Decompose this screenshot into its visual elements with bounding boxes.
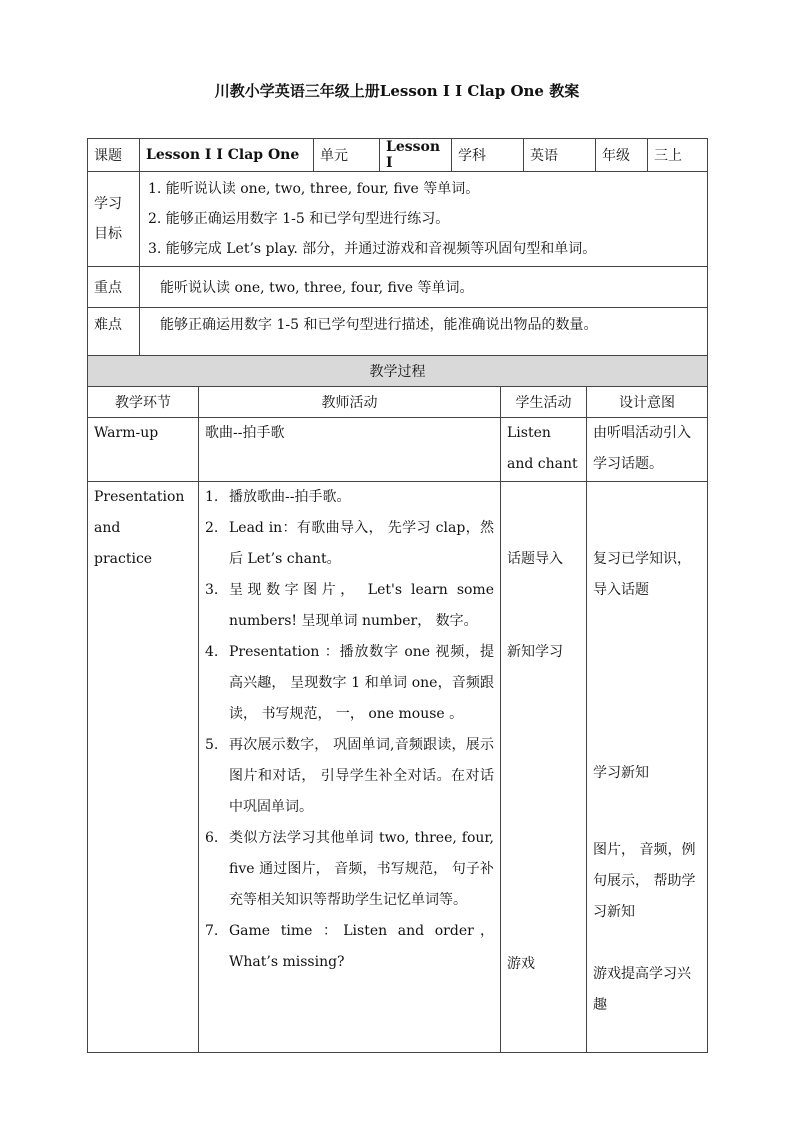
step-item bbox=[205, 916, 494, 978]
subject-value: 英语 bbox=[524, 139, 596, 172]
grade-label: 年级 bbox=[596, 139, 648, 172]
step-text: 呈现数字图片， Let's learn some numbers! 呈现单词 number， 数字。 bbox=[229, 582, 494, 629]
step-item bbox=[205, 482, 494, 513]
info-table bbox=[87, 138, 708, 360]
page-title: 川教小学英语三年级上册Lesson I I Clap One 教案 bbox=[214, 82, 580, 100]
intent-media: 图片， 音频，例句展示， 帮助学习新知 bbox=[593, 842, 696, 920]
step-item bbox=[205, 637, 494, 730]
step-item bbox=[205, 513, 494, 575]
step-text: Game time ：Listen and order，What’s missing? bbox=[229, 923, 494, 970]
goal-item: 2. 能够正确运用数字 1-5 和已学句型进行练习。 bbox=[148, 211, 450, 227]
unit-label: 单元 bbox=[314, 139, 380, 172]
step-item bbox=[205, 823, 494, 916]
student-activity-game: 游戏 bbox=[507, 956, 535, 972]
topic-value: Lesson I I Clap One bbox=[140, 139, 314, 172]
warmup-student: Listen and chant bbox=[501, 418, 587, 482]
step-text: Presentation ：播放数字 one 视频，提高兴趣， 呈现数字 1 和单词 one，音频跟读， 书写规范， 一， one mouse 。 bbox=[229, 644, 494, 722]
step-text: 播放歌曲--拍手歌。 bbox=[229, 489, 351, 505]
step-number: 2. bbox=[205, 520, 219, 536]
presentation-student bbox=[501, 482, 587, 1053]
student-activity-topic: 话题导入 bbox=[507, 551, 563, 567]
col-student: 学生活动 bbox=[501, 387, 587, 418]
step-number: 4. bbox=[205, 644, 219, 660]
presentation-steps bbox=[199, 482, 501, 1053]
warmup-teacher: 歌曲--拍手歌 bbox=[199, 418, 501, 482]
col-intent: 设计意图 bbox=[587, 387, 708, 418]
step-number: 6. bbox=[205, 830, 219, 846]
topic-label: 课题 bbox=[88, 139, 140, 172]
student-activity-new: 新知学习 bbox=[507, 644, 563, 660]
goal-item: 1. 能听说认读 one, two, three, four, five 等单词。 bbox=[148, 181, 480, 197]
step-number: 7. bbox=[205, 923, 219, 939]
col-stage: 教学环节 bbox=[88, 387, 199, 418]
step-number: 3. bbox=[205, 582, 219, 598]
key-points-text: 能听说认读 one, two, three, four, five 等单词。 bbox=[140, 267, 708, 308]
process-table bbox=[87, 355, 708, 1053]
intent-review: 复习已学知识，导入话题 bbox=[593, 551, 691, 598]
intent-learn: 学习新知 bbox=[593, 765, 649, 781]
key-points-label: 重点 bbox=[88, 267, 140, 308]
warmup-stage: Warm-up bbox=[88, 418, 199, 482]
step-text: 类似方法学习其他单词 two, three, four, five 通过图片， 音频，书写规范， 句子补充等相关知识等帮助学生记忆单词等。 bbox=[229, 830, 494, 908]
step-text: 再次展示数字， 巩固单词,音频跟读，展示图片和对话， 引导学生补全对话。在对话中巩固单词。 bbox=[229, 737, 494, 815]
process-header: 教学过程 bbox=[88, 356, 708, 387]
step-number: 5. bbox=[205, 737, 219, 753]
steps-list bbox=[205, 482, 494, 978]
grade-value: 三上 bbox=[648, 139, 708, 172]
unit-value: Lesson I bbox=[380, 139, 452, 172]
goal-item: 3. 能够完成 Let’s play. 部分，并通过游戏和音视频等巩固句型和单词。 bbox=[148, 241, 597, 257]
col-teacher: 教师活动 bbox=[199, 387, 501, 418]
presentation-stage: Presentation and practice bbox=[88, 482, 199, 1053]
warmup-intent: 由听唱活动引入学习话题。 bbox=[587, 418, 708, 482]
presentation-intent bbox=[587, 482, 708, 1053]
step-item bbox=[205, 730, 494, 823]
difficulties-label: 难点 bbox=[88, 308, 140, 360]
goals-label: 学习目标 bbox=[88, 172, 140, 267]
step-text: Lead in：有歌曲导入， 先学习 clap，然后 Let’s chant。 bbox=[229, 520, 494, 567]
difficulties-text: 能够正确运用数字 1-5 和已学句型进行描述，能准确说出物品的数量。 bbox=[140, 308, 708, 360]
goals-list bbox=[140, 172, 708, 267]
subject-label: 学科 bbox=[452, 139, 524, 172]
step-item bbox=[205, 575, 494, 637]
intent-game: 游戏提高学习兴趣 bbox=[593, 966, 691, 1013]
step-number: 1. bbox=[205, 489, 219, 505]
